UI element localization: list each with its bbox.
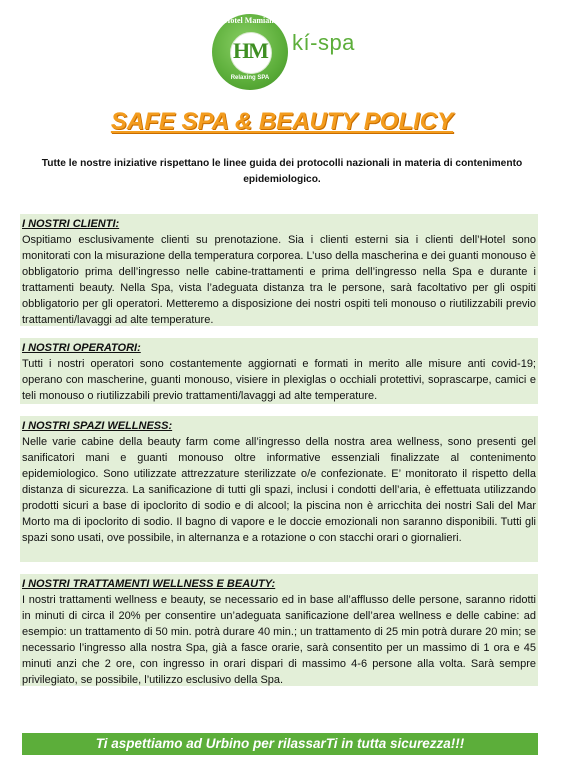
logo-monogram: HM: [233, 38, 267, 63]
section-clienti: [20, 214, 538, 326]
intro-text: Tutte le nostre iniziative rispettano le linee guida dei protocolli nazionali in materia di contenimento epidemiologico.: [41, 158, 523, 185]
hotel-logo: [212, 14, 362, 92]
section-body: Nelle varie cabine della beauty farm come all’ingresso della nostra area wellness, sono presenti gel sanificatori mani e guanti monouso oltre informative essenziali finalizzate al contenimento epidemiologico. Sono utilizzate attrezzature sterilizzate o/e confezionate. E’ monitorato il rispetto della distanza di sicurezza. La sanificazione di tutti gli spazi, inclusi i condotti dell’aria, è effettuata utilizzando prodotti sicuri a base di ipoclorito di sodio e di alcool; la piscina non è arricchita dei nostri Sali del Mar Morto ma di ipoclorito di sodio. Il bagno di vapore e le doccie emozionali non saranno disponibili. Tutti gli spazi sono usati, ove possibile, in alternanza e a rotazione o con stacchi orari o giornalieri.: [22, 436, 536, 544]
footer-banner: Ti aspettiamo ad Urbino per rilassarTi in tutta sicurezza!!!: [22, 733, 538, 755]
section-body: Tutti i nostri operatori sono costantemente aggiornati e formati in merito alle misure anti covid-19; operano con mascherine, guanti monouso, visiere in plexiglas o occhiali protettivi, soprascarpe, camici e teli monouso o riutilizzabili previo trattamenti/lavaggi ad alte temperature.: [22, 358, 536, 402]
section-trattamenti: [20, 574, 538, 686]
section-heading: I NOSTRI TRATTAMENTI WELLNESS E BEAUTY:: [22, 578, 276, 590]
brand-name: kí-spa: [292, 30, 355, 55]
logo-emblem: [212, 14, 288, 90]
page-title: SAFE SPA & BEAUTY POLICY: [110, 108, 454, 135]
section-spazi-wellness: [20, 416, 538, 562]
section-heading: I NOSTRI CLIENTI:: [22, 218, 120, 230]
section-body: Ospitiamo esclusivamente clienti su prenotazione. Sia i clienti esterni sia i clienti dell’Hotel sono monitorati con la misurazione della temperatura corporea. L’uso della mascherina e dei guanti monouso è obbligatorio prima dell’ingresso nelle cabine-trattamenti e prima dell’ingresso nella Spa e durante i trattamenti beauty. Nella Spa, vista l’adeguata distanza tra le persone, sarà facoltativo per gli ospiti obbligatorio per gli operatori. Metteremo a disposizione dei nostri ospiti teli monouso o riutilizzabili previo trattamenti/lavaggi ad alte temperature.: [22, 234, 536, 326]
section-operatori: [20, 338, 538, 404]
logo-ring-bottom: Relaxing SPA: [230, 75, 270, 81]
section-heading: I NOSTRI OPERATORI:: [22, 342, 141, 354]
logo-ring-top: Hotel Mamiani: [224, 16, 276, 25]
section-heading: I NOSTRI SPAZI WELLNESS:: [22, 420, 173, 432]
section-body: I nostri trattamenti wellness e beauty, se necessario ed in base all’afflusso delle persone, saranno ridotti in minuti di circa il 20% per consentire un’adeguata sanificazione dell’area wellness e delle cabine: ad esempio: un trattamento di 50 min. potrà durare 40 min.; un trattamento di 25 min potrà durare 20 min; se necessario l’ingresso alla nostra Spa, già a fasce orarie, sarà consentito per un massimo di 1 ora e 45 minuti anzi che 2 ore, con ingresso in orari dispari di massimo 4-6 persone alla volta. Sarà sempre privilegiato, se possibile, l’utilizzo esclusivo della Spa.: [22, 594, 536, 686]
